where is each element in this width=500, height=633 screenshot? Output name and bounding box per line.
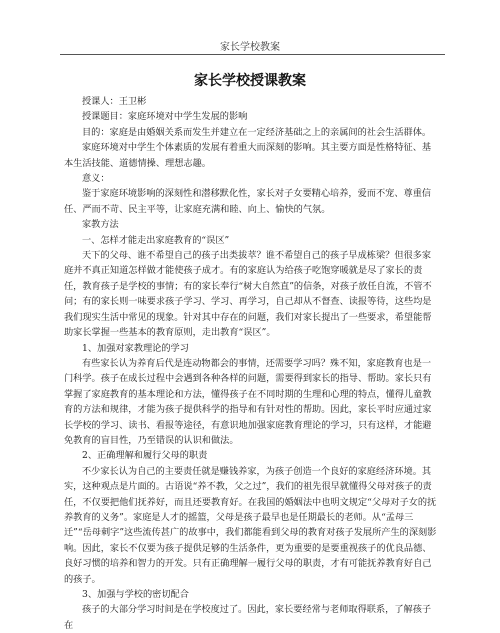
significance-heading: 意义：	[82, 173, 110, 185]
subsection-3-paragraph: 孩子的大部分学习时间是在学校度过了。因此，家长要经常与老师取得联系，了解孩子在	[64, 604, 432, 631]
section-1-paragraph: 天下的父母、谁不希望自己的孩子出类拔萃？谁不希望自己的孩子早成栋梁？但很多家庭并不真正知道怎样做才能使孩子成才。有的家庭认为给孩子吃饱穿暖就是尽了家长的责任，教育孩子是学校的事情；有的家长奉行“树大自然直”的信条，对孩子放任自流，不管不问；有的家长则一味要求孩子学习、学习、再学习，自己却从不督查、读报等待，这些均是我们现实生活中常见的现象。针对其中存在的问题，我们对家长提出了一些要求，希望能帮助家长掌握一些基本的教育原则，走出教育“误区”。	[64, 250, 432, 339]
significance-paragraph: 鉴于家庭环境影响的深刻性和潜移默化性，家长对子女要精心培养，爱而不宠、尊重信任、严而不苛、民主平等，让家庭充满和睦、向上、愉快的气氛。	[64, 188, 432, 215]
header-rule	[60, 54, 445, 55]
document-body	[64, 94, 440, 633]
purpose-detail: 家庭环境对中学生个体素质的发展有着重大而深刻的影响。其主要方面是性格特征、基本生活技能、道德情操、理想志趣。	[64, 142, 432, 169]
purpose-line: 目的：家庭是由婚姻关系而发生并建立在一定经济基础之上的亲属间的社会生活群体。	[82, 126, 432, 138]
instructor-line: 授课人：王卫彬	[82, 96, 147, 107]
subsection-2-heading: 2、正确理解和履行父母的职责	[82, 450, 208, 462]
running-header: 家长学校教案	[220, 42, 280, 53]
section-1-heading: 一、怎样才能走出家庭教育的“误区”	[82, 234, 230, 246]
subsection-2-paragraph: 不少家长认为自己的主要责任就是赚钱养家，为孩子创造一个良好的家庭经济环境。其实，这种观点是片面的。古语说“养不教，父之过”，我们的祖先很早就懂得父母对孩子的责任，不仅要把他们抚养好，而且还要教育好。在我国的婚姻法中也明文规定“父母对子女的抚养教育的义务”。家庭是人才的摇篮，父母是孩子最早也是任期最长的老师。从“孟母三迁”“岳母刺字”这些流传甚广的故事中，我们都能看到父母的教育对孩子发展所产生的深刻影响。因此，家长不仅要为孩子提供足够的生活条件，更为重要的是要重视孩子的优良品德、良好习惯的培养和智力的开发。只有正确理解一履行父母的职责，才有可能抚养教育好自己的孩子。	[64, 465, 437, 585]
subsection-1-heading: 1、加强对家教理论的学习	[82, 342, 189, 354]
document-title: 家长学校授课教案	[194, 73, 306, 89]
methods-heading: 家教方法	[82, 219, 119, 231]
subsection-3-heading: 3、加强与学校的密切配合	[82, 589, 189, 600]
topic-line: 授课题目：家庭环境对中学生发展的影响	[82, 111, 248, 123]
subsection-1-paragraph: 有些家长认为养育后代是连动物都会的事情，还需要学习吗？殊不知，家庭教育也是一门科学。孩子在成长过程中会遇到各种各样的问题，需要得到家长的指导、帮助。家长只有掌握了家庭教育的基本理论和方法，懂得孩子在不同时期的生理和心理的特点，懂得儿童教育的方法和规律，才能为孩子提供科学的指导和有针对性的帮助。因此，家长平时应通过家长学校的学习、读书、看报等途径，有意识地加强家庭教育理论的学习，只有这样，才能避免教育的盲目性，乃至错误的认识和做法。	[64, 357, 432, 446]
